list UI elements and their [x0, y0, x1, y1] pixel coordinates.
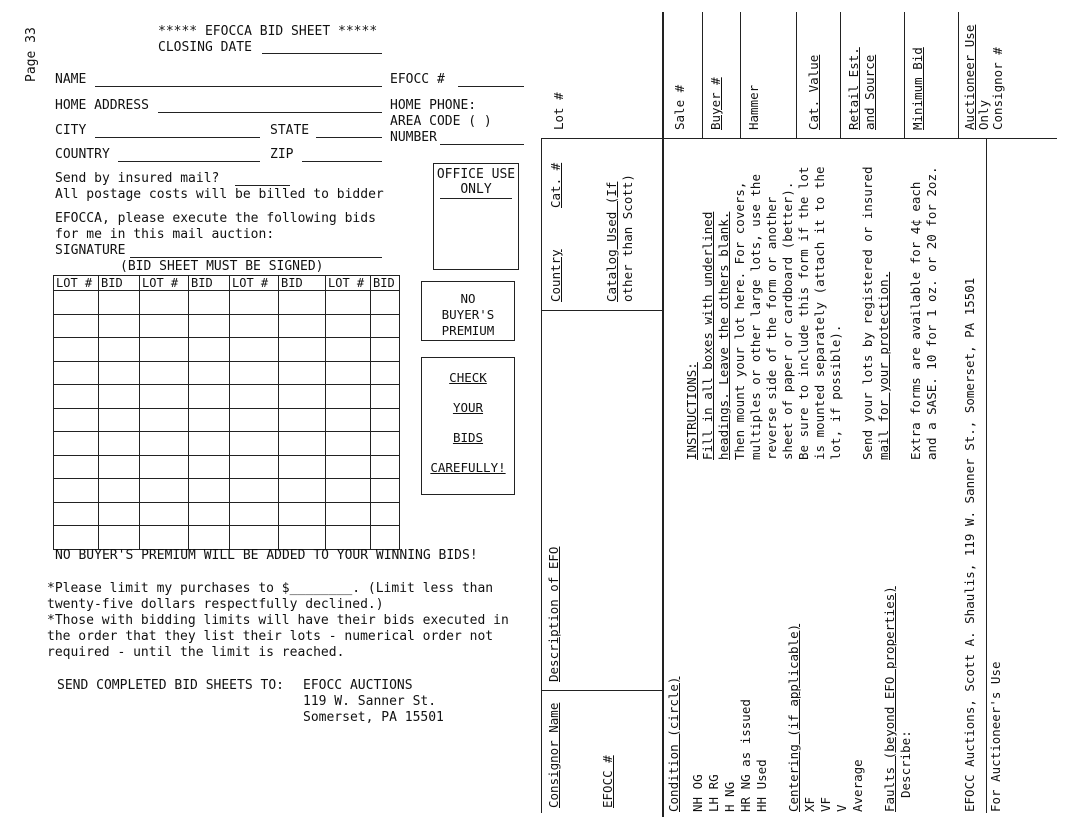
address-line-1: EFOCC AUCTIONS — [303, 678, 413, 693]
execute-bids-line2: for me in this mail auction: — [55, 227, 275, 242]
buyer-number-label: Buyer # — [708, 77, 723, 130]
check-line3: BIDS — [452, 430, 484, 445]
centering-xf: XF — [802, 796, 817, 812]
send-line-2: mail for your protection. — [876, 271, 891, 460]
page-number: Page 33 — [24, 27, 39, 82]
limit-line-3: *Those with bidding limits will have their bids executed in — [47, 613, 509, 628]
lot-number-cell[interactable] — [326, 479, 371, 503]
bid-amount-cell[interactable] — [99, 385, 140, 409]
and-source-label: and Source — [862, 54, 877, 130]
bid-amount-cell[interactable] — [279, 385, 326, 409]
lot-number-cell[interactable] — [230, 408, 279, 432]
bid-amount-cell[interactable] — [99, 338, 140, 362]
instructions-line-3: Then mount your lot here. For covers, — [732, 181, 747, 460]
office-use-line1: OFFICE USE — [436, 167, 516, 182]
lot-number-cell[interactable] — [230, 338, 279, 362]
limit-line-5: required - until the limit is reached. — [47, 645, 345, 660]
bid-amount-cell[interactable] — [189, 432, 230, 456]
home-address-label: HOME ADDRESS — [55, 98, 149, 113]
instructions-line-5: reverse side of the form or another — [764, 196, 779, 460]
bid-amount-cell[interactable] — [279, 338, 326, 362]
lot-number-cell[interactable] — [140, 338, 189, 362]
lot-number-cell[interactable] — [54, 338, 99, 362]
office-use-line2: ONLY — [460, 182, 492, 197]
check-bids-box — [421, 357, 515, 495]
bid-table-row — [54, 361, 400, 385]
sale-number-label: Sale # — [672, 84, 687, 130]
city-label: CITY — [55, 123, 87, 138]
phone-number-field[interactable] — [440, 144, 524, 145]
efocc-number-label: EFOCC # — [390, 72, 445, 87]
bid-amount-cell[interactable] — [371, 455, 400, 479]
country-field[interactable] — [118, 161, 260, 162]
lot-header: LOT # — [140, 276, 189, 291]
bid-table-row — [54, 291, 400, 315]
retail-est-label: Retail Est. — [846, 47, 861, 130]
lot-number-cell[interactable] — [140, 502, 189, 526]
extra-forms-line-2: and a SASE. 10 for 1 oz. or 20 for 2oz. — [924, 166, 939, 460]
lot-number-cell[interactable] — [54, 385, 99, 409]
lot-header: LOT # — [230, 276, 279, 291]
state-field[interactable] — [316, 137, 382, 138]
lot-number-cell[interactable] — [230, 385, 279, 409]
lot-number-cell[interactable] — [230, 455, 279, 479]
insured-mail-label: Send by insured mail? — [55, 171, 220, 186]
consignor-name-label: Consignor Name — [546, 702, 561, 808]
lot-number-cell[interactable] — [326, 455, 371, 479]
send-to-label: SEND COMPLETED BID SHEETS TO: — [57, 678, 284, 693]
lot-number-cell[interactable] — [326, 361, 371, 385]
bid-amount-cell[interactable] — [99, 432, 140, 456]
lot-number-cell[interactable] — [230, 361, 279, 385]
lot-number-cell[interactable] — [140, 361, 189, 385]
lot-number-cell[interactable] — [54, 455, 99, 479]
execute-bids-line1: EFOCCA, please execute the following bids — [55, 211, 376, 226]
bid-amount-cell[interactable] — [99, 291, 140, 315]
instructions-line-6: sheet of paper or cardboard (better). — [780, 181, 795, 460]
faults-title: Faults (beyond EFO properties) — [882, 586, 897, 812]
no-premium-line2: BUYER'S — [441, 307, 495, 322]
limit-line-2: twenty-five dollars respectfully declined.) — [47, 597, 384, 612]
bid-amount-cell[interactable] — [371, 502, 400, 526]
bid-amount-cell[interactable] — [279, 502, 326, 526]
bid-amount-cell[interactable] — [371, 314, 400, 338]
footer-auctioneer-use: For Auctioneer's Use — [988, 661, 1003, 812]
cat-number-label: Cat. # — [548, 162, 563, 208]
centering-title: Centering (if applicable) — [786, 623, 801, 812]
condition-title: Condition (circle) — [666, 676, 681, 812]
bid-amount-cell[interactable] — [99, 455, 140, 479]
consignor-number-label: Consignor # — [990, 47, 1005, 130]
bid-amount-cell[interactable] — [279, 455, 326, 479]
condition-row-3: H NG — [722, 781, 737, 812]
bid-amount-cell[interactable] — [99, 408, 140, 432]
address-line-2: 119 W. Sanner St. — [303, 694, 437, 709]
must-be-signed-note: (BID SHEET MUST BE SIGNED) — [120, 259, 324, 274]
lot-number-label: Lot # — [551, 92, 566, 130]
bid-table-row — [54, 338, 400, 362]
lot-number-cell[interactable] — [230, 314, 279, 338]
signature-label: SIGNATURE — [55, 243, 126, 258]
condition-row-2: LH RG — [706, 774, 721, 812]
bid-header: BID — [189, 276, 230, 291]
lot-number-cell[interactable] — [326, 291, 371, 315]
cat-value-label: Cat. Value — [806, 54, 821, 130]
lot-number-cell[interactable] — [230, 526, 279, 550]
instructions-title: INSTRUCTIONS: — [684, 362, 699, 460]
instructions-line-9: lot, if possible). — [828, 324, 843, 460]
lot-number-cell[interactable] — [326, 408, 371, 432]
check-line2: YOUR — [452, 400, 484, 415]
bid-amount-cell[interactable] — [371, 291, 400, 315]
bid-amount-cell[interactable] — [371, 432, 400, 456]
bid-amount-cell[interactable] — [371, 385, 400, 409]
closing-date-field[interactable] — [262, 53, 382, 54]
bid-table-row — [54, 455, 400, 479]
bid-amount-cell[interactable] — [189, 385, 230, 409]
bid-sheet-title: ***** EFOCCA BID SHEET ***** — [158, 24, 378, 39]
bid-amount-cell[interactable] — [279, 479, 326, 503]
no-premium-notice: NO BUYER'S PREMIUM WILL BE ADDED TO YOUR WINNING BIDS! — [55, 548, 478, 563]
send-line-1: Send your lots by registered or insured — [860, 166, 875, 460]
home-phone-label: HOME PHONE: — [390, 98, 477, 113]
bid-amount-cell[interactable] — [279, 291, 326, 315]
area-code-label: AREA CODE ( ) — [390, 114, 492, 129]
bid-amount-cell[interactable] — [189, 455, 230, 479]
lot-number-cell[interactable] — [140, 432, 189, 456]
minimum-bid-label: Minimum Bid — [910, 47, 925, 130]
lot-number-cell[interactable] — [326, 432, 371, 456]
instructions-line-1: Fill in all boxes with underlined — [700, 211, 715, 460]
efocc-col-label: EFOCC # — [600, 755, 615, 808]
limit-line-1: *Please limit my purchases to $________. (Limit less than — [47, 581, 494, 596]
bid-amount-cell[interactable] — [279, 408, 326, 432]
signature-field[interactable] — [130, 257, 382, 258]
bid-header: BID — [371, 276, 400, 291]
bid-amount-cell[interactable] — [189, 526, 230, 550]
bid-amount-cell[interactable] — [99, 479, 140, 503]
no-premium-box — [421, 281, 515, 341]
bid-table-row — [54, 408, 400, 432]
centering-average: Average — [850, 759, 865, 812]
bid-amount-cell[interactable] — [371, 479, 400, 503]
centering-vf: VF — [818, 796, 833, 812]
centering-v: V — [834, 804, 849, 812]
bid-amount-cell[interactable] — [371, 338, 400, 362]
zip-label: ZIP — [270, 147, 294, 162]
bid-amount-cell[interactable] — [189, 291, 230, 315]
bid-amount-cell[interactable] — [189, 314, 230, 338]
lot-number-cell[interactable] — [326, 338, 371, 362]
bid-amount-cell[interactable] — [371, 408, 400, 432]
auctioneer-use-label: Auctioneer Use — [962, 24, 977, 130]
lot-number-cell[interactable] — [230, 291, 279, 315]
lot-number-cell[interactable] — [230, 432, 279, 456]
country-label: COUNTRY — [55, 147, 110, 162]
bid-table-row — [54, 385, 400, 409]
lot-number-cell[interactable] — [326, 385, 371, 409]
lot-number-cell[interactable] — [140, 314, 189, 338]
bid-amount-cell[interactable] — [279, 361, 326, 385]
postage-note: All postage costs will be billed to bidder — [55, 187, 384, 202]
bid-table — [53, 275, 400, 550]
lot-number-cell[interactable] — [140, 291, 189, 315]
lot-number-cell[interactable] — [54, 526, 99, 550]
closing-date-label: CLOSING DATE — [158, 40, 252, 55]
name-field[interactable] — [95, 86, 382, 87]
office-use-box — [433, 163, 519, 270]
auctioneer-only-label: Only — [976, 99, 991, 130]
insured-mail-field[interactable] — [235, 185, 290, 186]
limit-line-4: the order that they list their lots - numerical order not — [47, 629, 494, 644]
home-address-field[interactable] — [158, 112, 382, 113]
check-line4: CAREFULLY! — [430, 460, 506, 475]
bid-table-header — [54, 276, 400, 291]
no-premium-line1: NO — [460, 291, 476, 306]
instructions-line-8: is mounted separately (attach it to the — [812, 166, 827, 460]
instructions-line-7: Be sure to include this form if the lot — [796, 166, 811, 460]
condition-row-5: HH Used — [754, 759, 769, 812]
instructions-line-2: headings. Leave the others blank. — [716, 211, 731, 460]
bid-table-row — [54, 432, 400, 456]
bid-amount-cell[interactable] — [189, 408, 230, 432]
lot-number-cell[interactable] — [326, 526, 371, 550]
lot-number-cell[interactable] — [140, 408, 189, 432]
bid-header: BID — [99, 276, 140, 291]
other-than-scott-label: other than Scott) — [620, 174, 635, 302]
phone-number-label: NUMBER — [390, 130, 437, 145]
bid-amount-cell[interactable] — [279, 526, 326, 550]
lot-number-cell[interactable] — [54, 502, 99, 526]
lot-number-cell[interactable] — [140, 385, 189, 409]
lot-number-cell[interactable] — [54, 432, 99, 456]
lot-number-cell[interactable] — [140, 479, 189, 503]
condition-row-1: NH OG — [690, 774, 705, 812]
country-col-label: Country — [548, 249, 563, 302]
lot-number-cell[interactable] — [230, 479, 279, 503]
state-label: STATE — [270, 123, 310, 138]
lot-number-cell[interactable] — [54, 408, 99, 432]
lot-number-cell[interactable] — [230, 502, 279, 526]
bid-amount-cell[interactable] — [99, 502, 140, 526]
bid-amount-cell[interactable] — [189, 361, 230, 385]
bid-amount-cell[interactable] — [99, 314, 140, 338]
bid-header: BID — [279, 276, 326, 291]
bid-amount-cell[interactable] — [189, 479, 230, 503]
describe-label: Describe: — [898, 730, 913, 798]
bid-amount-cell[interactable] — [279, 314, 326, 338]
bid-amount-cell[interactable] — [189, 338, 230, 362]
lot-number-cell[interactable] — [326, 314, 371, 338]
lot-header: LOT # — [54, 276, 99, 291]
bid-table-row — [54, 479, 400, 503]
lot-number-cell[interactable] — [54, 479, 99, 503]
extra-forms-line-1: Extra forms are available for 4¢ each — [908, 181, 923, 460]
bid-table-row — [54, 314, 400, 338]
description-label: Description of EFO — [546, 546, 561, 682]
city-field[interactable] — [95, 137, 260, 138]
lot-number-cell[interactable] — [54, 361, 99, 385]
footer-address: EFOCC Auctions, Scott A. Shaulis, 119 W. Sanner St., Somerset, PA 15501 — [962, 277, 977, 812]
bid-table-row — [54, 526, 400, 550]
lot-number-cell[interactable] — [140, 455, 189, 479]
condition-row-4: HR NG as issued — [738, 699, 753, 812]
address-line-3: Somerset, PA 15501 — [303, 710, 444, 725]
no-premium-line3: PREMIUM — [441, 323, 495, 338]
zip-field[interactable] — [302, 161, 382, 162]
lot-number-cell[interactable] — [54, 314, 99, 338]
instructions-line-4: multiples or other large lots, use the — [748, 174, 763, 460]
check-line1: CHECK — [449, 370, 487, 385]
bid-amount-cell[interactable] — [189, 502, 230, 526]
bid-table-row — [54, 502, 400, 526]
bid-amount-cell[interactable] — [371, 361, 400, 385]
hammer-label: Hammer — [746, 84, 761, 130]
lot-number-cell[interactable] — [140, 526, 189, 550]
name-label: NAME — [55, 72, 87, 87]
bid-amount-cell[interactable] — [371, 526, 400, 550]
lot-number-cell[interactable] — [326, 502, 371, 526]
lot-header: LOT # — [326, 276, 371, 291]
bid-amount-cell[interactable] — [99, 361, 140, 385]
lot-number-cell[interactable] — [54, 291, 99, 315]
efocc-number-field[interactable] — [458, 86, 524, 87]
bid-amount-cell[interactable] — [99, 526, 140, 550]
catalog-used-label: Catalog Used (If — [604, 181, 619, 302]
bid-amount-cell[interactable] — [279, 432, 326, 456]
